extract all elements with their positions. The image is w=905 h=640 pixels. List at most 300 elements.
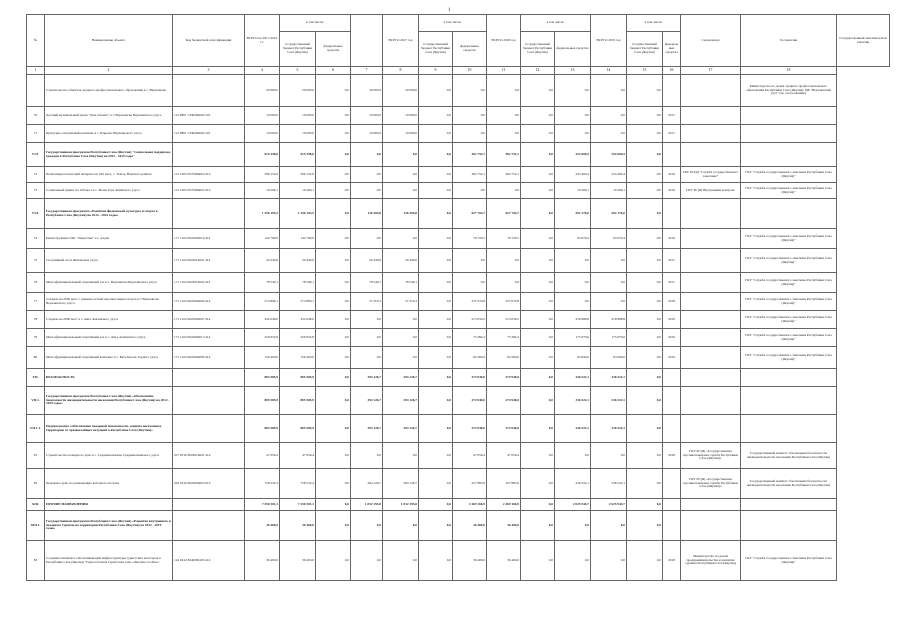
table-cell xyxy=(663,511,681,541)
table-cell: 294 126,7 xyxy=(383,369,419,387)
col-header: ВСЕГО 2017 год xyxy=(383,15,419,67)
table-cell: 0,0 xyxy=(521,199,555,229)
table-row xyxy=(27,249,890,273)
table-cell: 294 126,7 xyxy=(383,415,419,443)
table-cell: 0,0 xyxy=(351,443,383,469)
table-cell: 83 xyxy=(27,541,45,581)
table-cell: 236 522,1 xyxy=(555,369,591,387)
table-cell: 0,0 xyxy=(419,229,453,249)
table-cell: 0,0 xyxy=(453,273,487,293)
table-cell: 0,0 xyxy=(521,387,555,415)
table-cell: ГКУ "Служба государственного заказчика Республики Саха (Якутия)" xyxy=(741,273,837,293)
table-cell: 171 1102 9022004009 414 xyxy=(173,347,245,369)
table-cell: Государственная программа «Развитие физической культуры и спорта в Республике Саха (Якутия) на 2014 - 2022 годы» xyxy=(45,199,173,229)
table-cell: 0,0 xyxy=(316,511,351,541)
table-cell: 294 126,7 xyxy=(351,469,383,499)
table-cell: 274 890,1 xyxy=(280,293,316,311)
col-header: федеральные средства xyxy=(453,32,487,67)
table-cell: 805 585,9 xyxy=(245,415,280,443)
table-cell: 0,0 xyxy=(627,273,663,293)
table-cell: 171 1102 9022004004 414 xyxy=(173,293,245,311)
table-cell: 0,0 xyxy=(591,511,627,541)
table-cell xyxy=(173,369,245,387)
table-cell: 596 152,6 xyxy=(245,167,280,183)
table-cell: 47 056,4 xyxy=(453,443,487,469)
table-cell: 175 670,6 xyxy=(555,329,591,347)
table-cell: 0,0 xyxy=(419,199,453,229)
table-cell: 175 670,6 xyxy=(591,329,627,347)
table-cell: 0,0 xyxy=(383,541,419,581)
table-cell: 0,0 xyxy=(555,75,591,107)
table-cell: 0,0 xyxy=(316,415,351,443)
table-cell: 805 585,9 xyxy=(280,387,316,415)
col-header: Государственный заказчик и/или заказчик xyxy=(837,15,890,67)
table-cell: 78 549,1 xyxy=(245,273,280,293)
table-cell: 0,0 xyxy=(419,469,453,499)
table-cell: 73 xyxy=(27,183,45,199)
table-cell: 0,0 xyxy=(521,511,555,541)
table-cell: Многофункциональный спортивный комплекс в с. Бясь-Кюель Горного улуса xyxy=(45,347,173,369)
table-cell: 36 400,0 xyxy=(245,541,280,581)
table-cell: ГКУ "Служба государственного заказчика Республики Саха (Якутия)" xyxy=(741,541,837,581)
table-cell: 0,0 xyxy=(521,311,555,329)
table-cell: 0,0 xyxy=(453,249,487,273)
table-cell: 805 585,9 xyxy=(280,369,316,387)
table-cell: 0,0 xyxy=(419,443,453,469)
table-row xyxy=(27,347,890,369)
table-cell: 0,0 xyxy=(487,183,521,199)
table-cell: ГКУ "Служба государственного заказчика Республики Саха (Якутия)" xyxy=(741,229,837,249)
table-cell: 71 xyxy=(27,125,45,143)
col-group-header: в том числе: xyxy=(627,15,681,32)
table-row xyxy=(27,183,890,199)
table-cell: 20 000,0 xyxy=(245,75,280,107)
table-cell: 236 522,1 xyxy=(591,369,627,387)
table-cell: 274 940,0 xyxy=(487,369,521,387)
table-cell: 294 126,7 xyxy=(383,387,419,415)
table-cell: 10 000,0 xyxy=(245,107,280,125)
table-cell: 294 126,7 xyxy=(351,369,383,387)
table-cell xyxy=(173,75,245,107)
table-cell: 0,0 xyxy=(419,107,453,125)
table-cell xyxy=(741,511,837,541)
table-cell: Подпрограмма «Обеспечение пожарной безопасности, защиты населения и территории от чрезвычайных ситуаций в Республике Саха (Якутия)» xyxy=(45,415,173,443)
table-cell: 227 883,6 xyxy=(487,469,521,499)
table-cell xyxy=(681,347,741,369)
table-cell: 0,0 xyxy=(555,541,591,581)
table-cell: 0,0 xyxy=(316,249,351,273)
table-cell xyxy=(681,143,741,167)
table-cell: 20 440,6 xyxy=(383,249,419,273)
table-cell: 0,0 xyxy=(627,249,663,273)
table-cell: Социальный приют на 100 мест в с. Белая Гора Абыйского улуса xyxy=(45,183,173,199)
table-cell xyxy=(173,143,245,167)
table-cell: 0,0 xyxy=(627,387,663,415)
table-cell: 0,0 xyxy=(383,229,419,249)
table-cell: 0,0 xyxy=(419,183,453,199)
table-cell: 0,0 xyxy=(591,125,627,143)
table-cell: 2018 xyxy=(663,293,681,311)
table-cell: 0,0 xyxy=(453,107,487,125)
col-group-header: в том числе: xyxy=(521,15,591,32)
table-cell: ГКУ РС(Я) Внутренний контроль xyxy=(681,183,741,199)
table-cell: 274 940,0 xyxy=(487,415,521,443)
table-cell: 156 400,0 xyxy=(280,347,316,369)
table-cell: 0,0 xyxy=(487,125,521,143)
table-cell: 0,0 xyxy=(487,273,521,293)
table-cell: 615 358,6 xyxy=(245,143,280,167)
table-cell: 0,0 xyxy=(555,273,591,293)
table-cell: 0,0 xyxy=(627,511,663,541)
table-cell: 0,0 xyxy=(316,329,351,347)
table-cell: 274 940,0 xyxy=(487,387,521,415)
table-cell xyxy=(681,199,741,229)
table-cell: 0,0 xyxy=(316,183,351,199)
table-cell: 2 025 944,7 xyxy=(591,499,627,511)
table-cell: 0,0 xyxy=(419,167,453,183)
table-cell: 2 469 166,9 xyxy=(453,499,487,511)
table-cell: 0,0 xyxy=(591,541,627,581)
table-cell: 0,0 xyxy=(627,75,663,107)
table-cell: 0,0 xyxy=(316,369,351,387)
table-cell: 0,0 xyxy=(521,293,555,311)
table-cell: 36 400,0 xyxy=(453,511,487,541)
table-cell xyxy=(173,415,245,443)
table-cell: 0,0 xyxy=(627,541,663,581)
table-cell: 20 000,0 xyxy=(280,75,316,107)
table-cell: 0,0 xyxy=(555,443,591,469)
table-cell: 0,0 xyxy=(591,107,627,125)
table-cell: 0,0 xyxy=(316,499,351,511)
table-row xyxy=(27,369,890,387)
table-cell: 274 940,0 xyxy=(453,415,487,443)
table-cell: 20 440,6 xyxy=(280,249,316,273)
table-cell: 74 xyxy=(27,229,45,249)
table-cell: 156 400,0 xyxy=(245,347,280,369)
table-cell: 0,0 xyxy=(555,293,591,311)
table-cell: 294 126,7 xyxy=(351,387,383,415)
table-cell: 2017 xyxy=(663,249,681,273)
table-cell: 0,0 xyxy=(591,293,627,311)
table-cell xyxy=(681,387,741,415)
col-header: Сроки ввода xyxy=(681,15,741,67)
table-cell: ГКУ "Служба государственного заказчика Республики Саха (Якутия)" xyxy=(741,183,837,199)
table-cell: 0,0 xyxy=(419,143,453,167)
table-cell xyxy=(681,511,741,541)
table-cell: 236 522,1 xyxy=(555,469,591,499)
table-cell: 0,0 xyxy=(487,249,521,273)
table-cell: 2017 xyxy=(663,273,681,293)
table-row xyxy=(27,311,890,329)
table-cell: 0,0 xyxy=(627,293,663,311)
table-cell: 10 000,0 xyxy=(280,107,316,125)
table-cell: 233 400,4 xyxy=(591,167,627,183)
table-cell: 112 0801 7430284004 522 xyxy=(173,107,245,125)
table-cell xyxy=(681,499,741,511)
table-cell: 171 1102 9022004007 414 xyxy=(173,311,245,329)
table-row xyxy=(27,107,890,125)
table-cell: 627 704,7 xyxy=(453,199,487,229)
table-cell: 0,0 xyxy=(521,125,555,143)
table-body xyxy=(27,75,890,581)
table-cell: 2017 xyxy=(663,125,681,143)
table-cell xyxy=(741,415,837,443)
table-cell: 2019 xyxy=(663,329,681,347)
table-cell: 0,0 xyxy=(316,229,351,249)
table-cell: 592 176,0 xyxy=(591,199,627,229)
table-cell: 1 832 193,8 xyxy=(351,499,383,511)
table-cell: 36 400,0 xyxy=(487,511,521,541)
table-cell: 0,0 xyxy=(316,75,351,107)
col-group-header: в том числе: xyxy=(280,15,351,32)
table-cell: 0,0 xyxy=(419,329,453,347)
table-cell: 19 206,1 xyxy=(591,183,627,199)
table-cell: 0,0 xyxy=(521,469,555,499)
table-cell: 0,0 xyxy=(627,329,663,347)
table-cell: 0,0 xyxy=(419,293,453,311)
table-cell: 0,0 xyxy=(419,125,453,143)
table-row xyxy=(27,387,890,415)
table-cell: VII. xyxy=(27,369,45,387)
table-cell: Создание комплекса обеспечивающей инфраструктуры туристских кластеров в Республике Саха (Якутия) "Горностахская туристская зона «Ленские столбы»" xyxy=(45,541,173,581)
table-cell: 362 752,1 xyxy=(453,143,487,167)
table-cell: 47 056,4 xyxy=(280,443,316,469)
table-cell: 236 522,1 xyxy=(591,415,627,443)
investment-table xyxy=(26,14,890,581)
column-index-row: 1 2 3 4 5 6 7 8 9 10 11 12 13 14 15 16 17 18 xyxy=(27,67,890,75)
table-cell: 37 319,3 xyxy=(351,293,383,311)
table-cell: 121 1002 0570484002 414 xyxy=(173,183,245,199)
table-cell: 0,0 xyxy=(419,311,453,329)
table-cell: 0,0 xyxy=(627,347,663,369)
table-cell: 252 606,5 xyxy=(591,143,627,167)
table-cell: 0,0 xyxy=(627,167,663,183)
table-cell xyxy=(663,469,681,499)
table-cell: 236 522,1 xyxy=(591,469,627,499)
col-header: федеральные средства xyxy=(316,32,351,67)
table-cell: 805 585,9 xyxy=(280,415,316,443)
table-cell: 0,0 xyxy=(521,443,555,469)
table-cell: 2 025 944,7 xyxy=(555,499,591,511)
table-cell: 112 0801 7430284004 522 xyxy=(173,125,245,143)
table-cell xyxy=(663,369,681,387)
table-cell: 805 585,9 xyxy=(245,387,280,415)
table-cell: 76 xyxy=(27,273,45,293)
table-cell: Многофункциональный спортивный зал в с. Амга Амгинского улуса xyxy=(45,329,173,347)
table-cell: 2017 xyxy=(663,107,681,125)
table-cell: 171 1102 9022004016 414 xyxy=(173,229,245,249)
table-cell: 362 752,1 xyxy=(487,143,521,167)
table-cell: 36 400,0 xyxy=(280,511,316,541)
table-cell: 0,0 xyxy=(521,249,555,273)
table-cell: 0,0 xyxy=(627,199,663,229)
table-cell: 236 522,1 xyxy=(591,387,627,415)
table-row xyxy=(27,273,890,293)
table-cell: 615 358,6 xyxy=(280,143,316,167)
table-cell: 75 284,2 xyxy=(487,329,521,347)
table-cell: 0,0 xyxy=(521,167,555,183)
table-cell: 0,0 xyxy=(591,75,627,107)
table-cell xyxy=(663,75,681,107)
table-cell: 171 1102 9022004015 414 xyxy=(173,329,245,347)
table-cell: 0,0 xyxy=(383,311,419,329)
table-cell: VII.1.1. xyxy=(27,415,45,443)
table-cell: 0,0 xyxy=(487,107,521,125)
table-cell: ГКУ "Служба государственного заказчика Республики Саха (Якутия)" xyxy=(741,329,837,347)
table-cell: 36 400,0 xyxy=(453,541,487,581)
col-header: Госзаказчик xyxy=(741,15,837,67)
table-cell: 0,0 xyxy=(419,541,453,581)
table-cell: 0,0 xyxy=(627,369,663,387)
table-cell: 0,0 xyxy=(419,499,453,511)
table-cell: Пожарное депо по размещению вахтового поселка xyxy=(45,469,173,499)
table-cell: 0,0 xyxy=(419,387,453,415)
table-cell: Детский музыкальный центр "Дом Олонхо" в г. Верхоянске Верхоянского улуса xyxy=(45,107,173,125)
table-cell: 78 549,1 xyxy=(351,273,383,293)
table-cell: 2019 xyxy=(663,183,681,199)
table-row xyxy=(27,541,890,581)
table-cell: 294 126,7 xyxy=(383,469,419,499)
table-cell: ГКУ РС(Я) «Государственная противопожарная служба Республики Саха (Якутия)» xyxy=(681,443,741,469)
table-cell: 20 000,0 xyxy=(383,75,419,107)
table-cell: ГКУ РС(Я) «Государственная противопожарная служба Республики Саха (Якутия)» xyxy=(681,469,741,499)
table-cell: 0,0 xyxy=(627,469,663,499)
table-cell xyxy=(173,199,245,229)
col-header: Наименование объекта xyxy=(45,15,173,67)
table-cell: 362 752,1 xyxy=(453,167,487,183)
table-cell: 213 059,2 xyxy=(453,311,487,329)
table-cell: 0,0 xyxy=(351,229,383,249)
table-cell: 218 988,8 xyxy=(591,311,627,329)
table-cell: Культурно-спортивный комплекс в с. Барылас Верхоянского улуса xyxy=(45,125,173,143)
table-cell: 78 549,1 xyxy=(280,273,316,293)
table-cell xyxy=(663,415,681,443)
table-cell: 7 250 301,1 xyxy=(280,499,316,511)
table-cell: 82 xyxy=(27,469,45,499)
table-cell: 758 532,4 xyxy=(245,469,280,499)
table-cell: 1 356 193,5 xyxy=(280,199,316,229)
table-row xyxy=(27,143,890,167)
table-cell: 758 532,4 xyxy=(280,469,316,499)
table-cell: 2019 xyxy=(663,167,681,183)
table-cell xyxy=(741,369,837,387)
table-row xyxy=(27,229,890,249)
table-cell: 592 176,0 xyxy=(555,199,591,229)
table-cell: 19 206,1 xyxy=(245,183,280,199)
table-cell: 0,0 xyxy=(383,347,419,369)
table-row xyxy=(27,199,890,229)
table-cell: 0,0 xyxy=(591,273,627,293)
table-cell: 213 059,2 xyxy=(487,311,521,329)
table-cell xyxy=(663,143,681,167)
table-cell: 7 250 301,1 xyxy=(245,499,280,511)
table-cell: ГКУ "Служба государственного заказчика Республики Саха (Якутия)" xyxy=(741,293,837,311)
table-cell: 0,0 xyxy=(419,273,453,293)
col-header: федеральные средства xyxy=(663,32,681,67)
table-header xyxy=(27,15,890,75)
table-cell: 10 000,0 xyxy=(351,125,383,143)
table-cell: 75 284,2 xyxy=(453,329,487,347)
table-cell: 0,0 xyxy=(627,311,663,329)
table-cell xyxy=(681,273,741,293)
table-cell: 2018 xyxy=(663,541,681,581)
table-cell xyxy=(681,75,741,107)
col-header: Код бюджетной классификации xyxy=(173,15,245,67)
table-row xyxy=(27,499,890,511)
table-cell: Государственный комитет обеспечения безопасности жизнедеятельности населения Республики Саха (Якутия) xyxy=(741,469,837,499)
table-cell: 0,0 xyxy=(521,143,555,167)
table-row xyxy=(27,443,890,469)
table-cell xyxy=(681,125,741,143)
table-cell: 47 056,4 xyxy=(487,443,521,469)
table-cell xyxy=(681,293,741,311)
table-cell: 47 056,4 xyxy=(245,443,280,469)
table-cell: 79 720,5 xyxy=(453,229,487,249)
table-cell: 0,0 xyxy=(627,143,663,167)
table-cell: 36 400,0 xyxy=(245,511,280,541)
table-cell: 0,0 xyxy=(453,183,487,199)
table-cell: 0,0 xyxy=(316,387,351,415)
col-header: государственный бюджет Республики Саха (Якутия) xyxy=(419,32,453,67)
table-cell: 0,0 xyxy=(351,311,383,329)
table-cell: 0,0 xyxy=(383,183,419,199)
table-cell: 0,0 xyxy=(383,329,419,347)
table-cell: ГКУ "Служба государственного заказчика Республики Саха (Якутия)" xyxy=(741,347,837,369)
table-cell: 0,0 xyxy=(383,167,419,183)
table-cell: 171 1102 9022014002 414 xyxy=(173,273,245,293)
table-cell: 432 048,0 xyxy=(280,311,316,329)
table-cell: Государственный комитет обеспечения безопасности жизнедеятельности населения Республики Саха (Якутия) xyxy=(741,443,837,469)
table-cell: 0,0 xyxy=(316,167,351,183)
table-cell: 0,0 xyxy=(521,369,555,387)
table-cell: 233 400,4 xyxy=(555,167,591,183)
table-cell xyxy=(663,499,681,511)
table-cell: ГКУ "Служба государственного заказчика Республики Саха (Якутия)" xyxy=(741,311,837,329)
table-cell: 0,0 xyxy=(627,415,663,443)
table-cell: XIII.1. xyxy=(27,511,45,541)
table-cell xyxy=(681,107,741,125)
table-cell: 0,0 xyxy=(419,75,453,107)
table-cell: 10 000,0 xyxy=(351,107,383,125)
table-cell: 0,0 xyxy=(316,273,351,293)
table-cell: 0,0 xyxy=(453,75,487,107)
table-cell: 10 000,0 xyxy=(280,125,316,143)
table-cell: 0,0 xyxy=(316,311,351,329)
table-cell: 250 954,8 xyxy=(280,329,316,347)
table-cell: 0,0 xyxy=(419,415,453,443)
table-cell: 63 079,4 xyxy=(591,229,627,249)
table-cell: Строительство пожарного депо в с. Среднеколымске Среднеколымского улуса xyxy=(45,443,173,469)
table-cell: 75 xyxy=(27,249,45,273)
table-cell: 0,0 xyxy=(521,347,555,369)
table-cell: 20 000,0 xyxy=(351,75,383,107)
col-header: государственный бюджет Республики Саха (Якутия) xyxy=(280,32,316,67)
table-cell: Государственная программа Республики Саха (Якутия) "Социальная поддержка граждан в Республике Саха (Якутия) на 2012 - 2019 годы" xyxy=(45,143,173,167)
table-row xyxy=(27,125,890,143)
table-cell: Государственная программа Республики Саха (Якутия) «Обеспечение безопасности жизнедеятельности населения Республики Саха (Якутия) на 2012 - 2019 годы» xyxy=(45,387,173,415)
table-cell: 236 522,1 xyxy=(555,415,591,443)
table-cell: 0,0 xyxy=(627,229,663,249)
table-cell: 0,0 xyxy=(487,75,521,107)
table-cell: 0,0 xyxy=(316,541,351,581)
table-cell: 2019 xyxy=(663,311,681,329)
table-cell: 237 070,8 xyxy=(453,293,487,311)
table-cell: Государственная программа Республики Саха (Якутия) «Развитие внутреннего и въездного туризма на территории Республики Саха (Якутия) на 2012 - 2019 годы» xyxy=(45,511,173,541)
table-cell xyxy=(741,143,837,167)
table-cell: 294 126,7 xyxy=(351,415,383,443)
table-cell: 0,0 xyxy=(316,125,351,143)
col-header: № xyxy=(27,15,45,67)
